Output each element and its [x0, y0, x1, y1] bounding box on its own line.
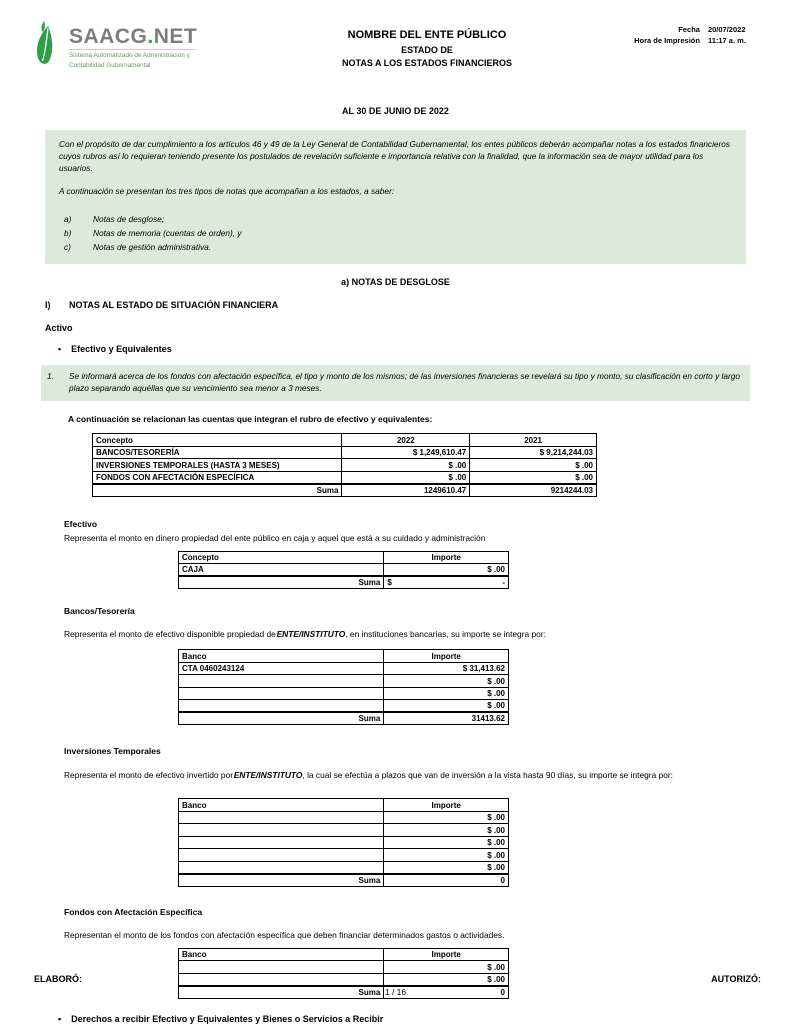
logo-wordmark-right: NET [153, 25, 198, 48]
suma-amount: 9214244.03 [470, 484, 597, 497]
suma-label: Suma [179, 576, 384, 589]
fecha-label: Fecha [678, 25, 700, 34]
bank-cell [179, 675, 384, 688]
bancos-table [178, 649, 509, 725]
list-text: Notas de memoria (cuentas de orden), y [93, 228, 242, 239]
table-row [179, 564, 509, 577]
logo-wordmark [69, 26, 197, 47]
entity-name: NOMBRE DEL ENTE PÚBLICO [347, 29, 507, 41]
col-header-2022: 2022 [342, 434, 470, 447]
amount-cell: $ .00 [384, 849, 509, 862]
bancos-heading: Bancos/Tesorería [64, 606, 135, 617]
amount-cell: $ 1,249,610.47 [342, 446, 470, 459]
leaf-icon [34, 20, 64, 66]
situacion-financiera-title [45, 300, 791, 310]
table-row [179, 811, 509, 824]
amount-cell: $ .00 [384, 836, 509, 849]
intro-paragraph-1: Con el propósito de dar cumplimiento a los artículos 46 y 49 de la Ley General de Contabilidad Gubernamental, los entes públicos deberán acompañar notas a los estados financieros cuyos rubros así lo requieran teniendo presente los postulados de revelación suficiente e importancia relativa con la finalidad, que la información sea de mayor utilidad para los usuarios. [59, 139, 731, 174]
header-row [179, 551, 509, 564]
suma-amount [384, 576, 509, 589]
list-text: Notas de desglose; [93, 214, 165, 225]
amount-cell: $ .00 [384, 973, 509, 986]
amount-cell: $ .00 [384, 861, 509, 874]
concept-cell: BANCOS/TESORERÍA [93, 446, 342, 459]
col-header-importe: Importe [384, 799, 509, 812]
efectivo-equivalentes-table [92, 433, 597, 497]
inversiones-description [64, 770, 791, 780]
suma-amount: 31413.62 [384, 712, 509, 725]
print-info [615, 20, 765, 45]
bank-cell [179, 849, 384, 862]
amount-cell: $ .00 [384, 675, 509, 688]
hora-value: 11:17 a. m. [707, 36, 746, 45]
bank-cell [179, 836, 384, 849]
report-name: NOTAS A LOS ESTADOS FINANCIEROS [341, 58, 512, 68]
notes-type-list [59, 212, 732, 254]
logo-text [69, 20, 197, 70]
header-row [179, 948, 509, 961]
note-text: Se informará acerca de los fondos con afectación específica, el tipo y monto de los mismos; de las inversiones financieras se revelará su tipo y monto, su clasificación en corto y largo plazo separando aquéllas que su vencimiento sea menor a 3 meses. [69, 370, 740, 394]
concept-cell: FONDOS CON AFECTACIÓN ESPECÍFICA [93, 471, 342, 484]
list-item [59, 240, 732, 254]
header-row [179, 799, 509, 812]
suma-row [93, 484, 597, 497]
efectivo-description: Representa el monto en dinero propiedad del ente público en caja y aquel que está a su cuidado y administración [64, 532, 486, 543]
amount-cell: $ .00 [384, 687, 509, 700]
table-row [179, 687, 509, 700]
amount-cell: $ .00 [384, 811, 509, 824]
bank-cell [179, 824, 384, 837]
suma-value: - [502, 578, 505, 588]
suma-amount: 0 [384, 874, 509, 887]
page-header [0, 0, 791, 70]
desc-post: , la cual se efectúa a plazos que van de inversión a la vista hasta 90 días, su importe se integra por: [302, 770, 673, 781]
logo-tagline [69, 49, 197, 70]
fondos-description: Representan el monto de los fondos con afectación específica que deben financiar determinados gastos o actividades. [64, 929, 505, 940]
suma-amount: 1249610.47 [342, 484, 470, 497]
col-header-banco: Banco [179, 799, 384, 812]
logo-tagline-line2: Contabilidad Gubernamental [69, 61, 151, 69]
col-header-concepto: Concepto [179, 551, 384, 564]
suma-label: Suma [93, 484, 342, 497]
derechos-bullet [58, 1014, 791, 1024]
col-header-concepto: Concepto [93, 434, 342, 447]
amount-cell: $ .00 [342, 471, 470, 484]
report-type: ESTADO DE [401, 45, 453, 55]
suma-row [179, 576, 509, 589]
suma-label: Suma [179, 712, 384, 725]
table-row [93, 446, 597, 459]
amount-cell: $ 31,413.62 [384, 662, 509, 675]
table-row [93, 471, 597, 484]
suma-label: Suma [179, 874, 384, 887]
table-row [179, 700, 509, 713]
table-row [179, 973, 509, 986]
section-title-text: NOTAS AL ESTADO DE SITUACIÓN FINANCIERA [69, 299, 279, 310]
logo-tagline-line1: Sistema Automatizado de Administración y [69, 52, 190, 59]
report-titles [239, 20, 615, 68]
activo-heading: Activo [45, 322, 73, 333]
ente-instituto-term: ENTE/INSTITUTO [276, 629, 346, 640]
autorizo-label: AUTORIZÓ: [711, 974, 761, 984]
bank-cell [179, 687, 384, 700]
table-row [179, 824, 509, 837]
bullet-label: Derechos a recibir Efectivo y Equivalentes y Bienes o Servicios a Recibir [71, 1013, 384, 1024]
bank-cell [179, 861, 384, 874]
header-row [179, 650, 509, 663]
efectivo-table [178, 551, 509, 590]
list-text: Notas de gestión administrativa. [93, 242, 212, 253]
logo-dot: . [147, 25, 154, 48]
bank-cell [179, 973, 384, 986]
col-header-banco: Banco [179, 650, 384, 663]
table-lead-line: A continuación se relacionan las cuentas que integran el rubro de efectivo y equivalentes: [68, 414, 433, 425]
table-row [179, 861, 509, 874]
col-header-banco: Banco [179, 948, 384, 961]
table-row [179, 675, 509, 688]
bancos-description [64, 629, 791, 639]
list-item [59, 212, 732, 226]
col-header-importe: Importe [384, 650, 509, 663]
concept-cell: CAJA [179, 564, 384, 577]
table-row [179, 662, 509, 675]
bank-cell: CTA 0460243124 [179, 662, 384, 675]
bank-cell [179, 961, 384, 974]
amount-cell: $ 9,214,244.03 [470, 446, 597, 459]
list-letter: a) [64, 214, 72, 225]
bullet-icon: • [58, 1013, 62, 1024]
col-header-importe: Importe [384, 551, 509, 564]
desc-post: , en instituciones bancarias, su importe se integra por: [345, 629, 546, 640]
table-row [93, 459, 597, 472]
concept-cell: INVERSIONES TEMPORALES (HASTA 3 MESES) [93, 459, 342, 472]
hora-label: Hora de Impresión [634, 36, 700, 45]
col-header-importe: Importe [384, 948, 509, 961]
amount-cell: $ .00 [384, 824, 509, 837]
efectivo-heading: Efectivo [64, 518, 98, 529]
logo-wordmark-left: SAACG [69, 25, 148, 48]
amount-cell: $ .00 [384, 961, 509, 974]
fondos-heading: Fondos con Afectación Específica [64, 906, 203, 917]
bullet-label: Efectivo y Equivalentes [71, 343, 172, 354]
table-row [179, 836, 509, 849]
bullet-icon: • [58, 343, 62, 354]
saacg-logo [34, 20, 239, 70]
amount-cell: $ .00 [470, 471, 597, 484]
amount-cell: $ .00 [384, 564, 509, 577]
table-row [179, 849, 509, 862]
desc-pre: Representa el monto de efectivo disponible propiedad de [64, 629, 276, 640]
table-row [179, 961, 509, 974]
fecha-value: 20/07/2022 [707, 25, 746, 34]
header-row [93, 434, 597, 447]
amount-cell: $ .00 [342, 459, 470, 472]
list-item [59, 226, 732, 240]
section-a-title: a) NOTAS DE DESGLOSE [341, 276, 450, 287]
list-letter: b) [64, 228, 72, 239]
inversiones-heading: Inversiones Temporales [64, 746, 161, 757]
list-letter: c) [64, 242, 71, 253]
suma-row [179, 712, 509, 725]
inversiones-table [178, 798, 509, 887]
ente-instituto-term: ENTE/INSTITUTO [233, 770, 303, 781]
amount-cell: $ .00 [470, 459, 597, 472]
col-header-2021: 2021 [470, 434, 597, 447]
note-1 [41, 365, 750, 402]
currency-symbol: $ [387, 578, 392, 588]
intro-paragraph-2: A continuación se presentan los tres tipos de notas que acompañan a los estados, a saber: [59, 186, 395, 197]
efectivo-equivalentes-bullet [58, 344, 791, 354]
elaboro-label: ELABORÓ: [34, 974, 82, 984]
note-number: 1. [47, 370, 54, 381]
suma-label: Suma [179, 986, 384, 999]
amount-cell: $ .00 [384, 700, 509, 713]
desc-pre: Representa el monto de efectivo invertido por [64, 770, 233, 781]
period-subtitle: AL 30 DE JUNIO DE 2022 [342, 106, 449, 117]
intro-block [45, 130, 746, 263]
page-number: 1 / 16 [384, 987, 407, 997]
bank-cell [179, 700, 384, 713]
bank-cell [179, 811, 384, 824]
section-numeral: I) [45, 299, 51, 310]
suma-amount: 0 [384, 986, 509, 999]
suma-row [179, 874, 509, 887]
